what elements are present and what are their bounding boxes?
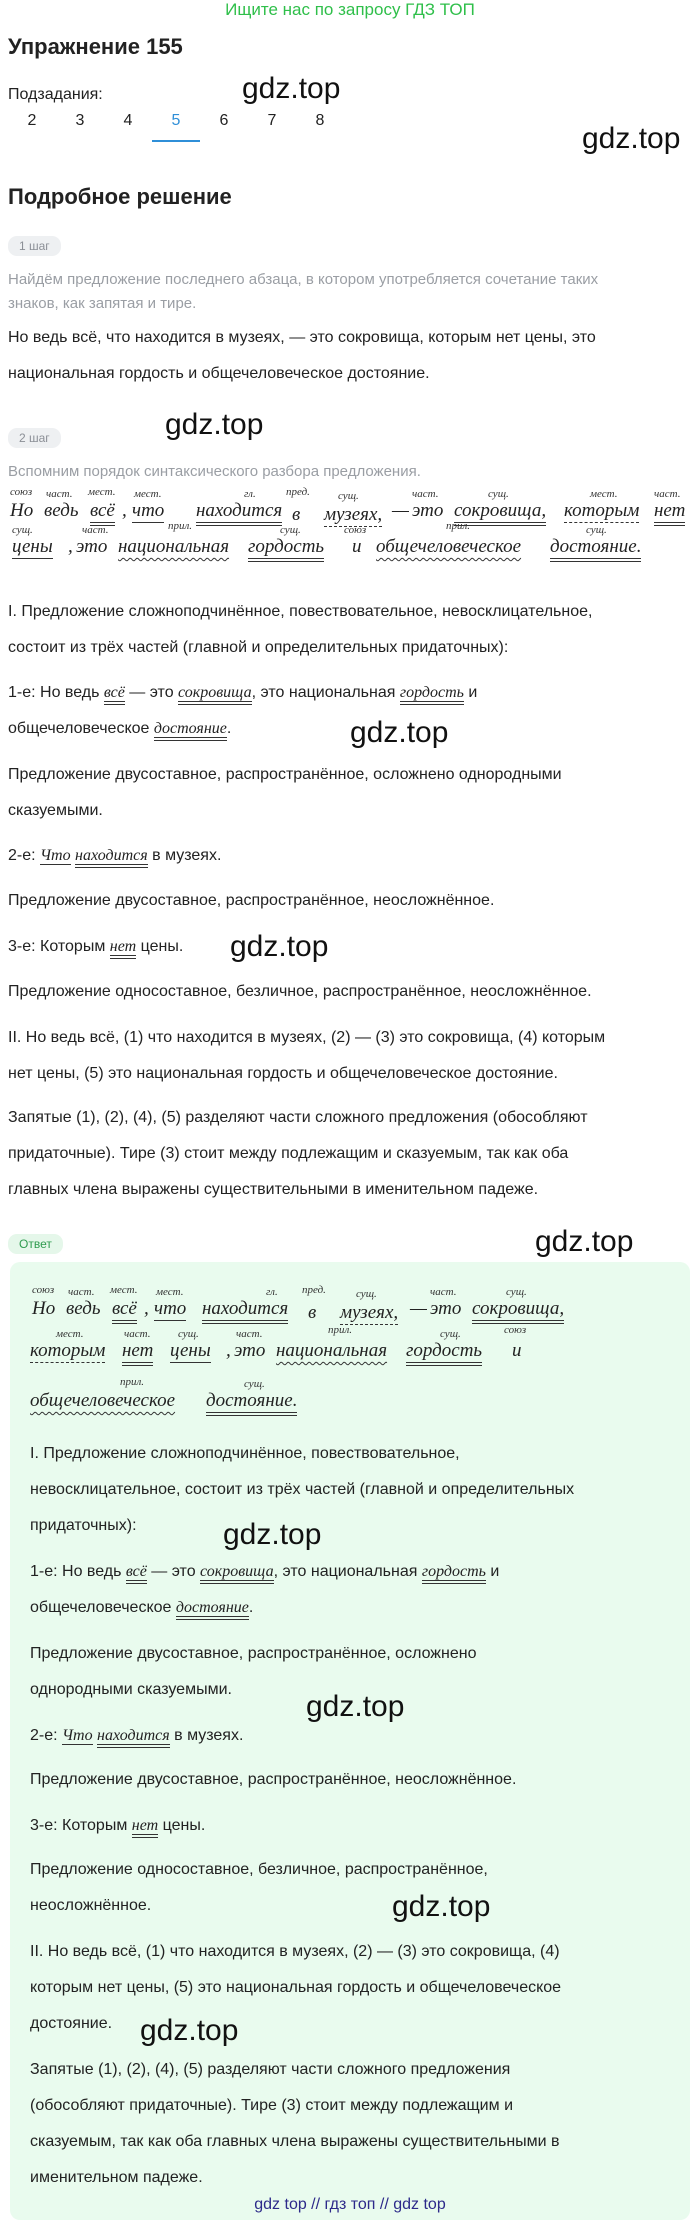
step-2-hint: Вспомним порядок синтаксического разбора предложения. [8,463,421,480]
parse-word-attribute: общечеловеческое [30,1390,176,1411]
pos-label: сущ. [12,524,33,536]
parse-word: Но [10,500,34,521]
underlined-word: нет [110,938,136,959]
text: II. Но ведь всё, (1) что находится в музеях, (2) — (3) это сокровища, (4) которым [8,1029,606,1046]
answer-punctuation-explanation [30,2052,680,2196]
text: которым нет цены, (5) это национальная гордость и общечеловеческое [30,1979,562,1996]
step-2-chip [8,428,61,448]
parse-word: это [430,1298,462,1319]
text: цены. [136,938,184,955]
text: — это [124,684,179,701]
pos-label: сущ. [506,1286,527,1298]
sentence-line: Но ведь всё, что находится в музеях, — это сокровища, которым нет цены, это [8,329,596,346]
underlined-word: сокровища [200,1563,274,1584]
text: — это [146,1563,201,1580]
parse-word: в [292,504,301,525]
pos-label: част. [654,488,681,500]
answer-part-2 [30,1718,243,1754]
text: общечеловеческое [30,1599,176,1616]
pos-label: сущ. [356,1288,377,1300]
answer-part-1 [30,1554,680,1626]
tab-3[interactable]: 3 [75,112,85,129]
parse-word-predicate: всё [112,1298,137,1324]
text: , это национальная [251,684,400,701]
pos-label: мест. [110,1284,138,1296]
parse-word-predicate: достояние. [206,1390,297,1416]
pos-label: мест. [156,1286,184,1298]
pos-label: част. [412,488,439,500]
pos-label: пред. [302,1284,326,1296]
pos-label: сущ. [488,488,509,500]
step-1-hint [8,268,688,316]
parse-word: , [144,1298,149,1319]
parse-word: , [226,1340,231,1361]
part-label: 3-е: Которым [30,1817,132,1834]
parse-word-attribute: общечеловеческое [376,536,522,557]
parse-word-subject: цены [170,1340,211,1361]
underlined-word: всё [126,1563,147,1584]
underlined-word: Что [40,847,71,864]
text: цены. [158,1817,206,1834]
watermark: gdz.top [392,1890,491,1923]
parse-word-adverbial: музеях, [340,1302,399,1323]
text: сказуемыми. [8,802,103,819]
text: достояние. [30,2015,113,2032]
pos-label: част. [124,1328,151,1340]
parse-word: — [410,1298,427,1319]
analysis-line: I. Предложение сложноподчинённое, повествовательное, невосклицательное, [8,603,593,620]
parse-word: , [68,536,73,557]
step-1-chip [8,236,61,256]
answer-sentence-parse [30,1284,670,1411]
pos-label: сущ. [178,1328,199,1340]
text: I. Предложение сложноподчинённое, повествовательное, [30,1445,460,1462]
pos-label: гл. [266,1286,278,1298]
text: Запятые (1), (2), (4), (5) разделяют части сложного предложения (обособляют [8,1109,588,1126]
watermark: gdz.top [223,1518,322,1551]
step-chip: 1 шаг [8,236,61,256]
text: общечеловеческое [8,720,154,737]
watermark: gdz.top [582,122,681,155]
parse-word-adverbial: музеях, [324,504,383,525]
pos-label: сущ. [338,490,359,502]
underlined-word: сокровища [178,684,252,705]
text: главных члена выражены существительными в именительном падеже. [8,1181,539,1198]
watermark: gdz.top [140,2014,239,2047]
pos-label: част. [82,524,109,536]
pos-label: част. [68,1286,95,1298]
pos-label: прил. [328,1324,353,1336]
underlined-word: достояние [176,1599,249,1620]
parse-word: это [76,536,108,557]
answer-part-3-description: Предложение односоставное, безличное, распространённое, неосложнённое. [30,1861,488,1914]
parse-word: это [234,1340,266,1361]
parse-word-subject: что [154,1298,187,1319]
underlined-word: достояние [154,720,227,741]
parse-word-subject: цены [12,536,53,557]
text: в музеях. [169,1727,244,1744]
underlined-word: находится [97,1727,170,1748]
text: именительном падеже. [30,2169,203,2186]
text: однородными сказуемыми. [30,1681,232,1698]
analysis-line: состоит из трёх частей (главной и определительных придаточных): [8,639,509,656]
parse-word: Но [32,1298,56,1319]
parse-word: в [308,1302,317,1323]
pos-label: сущ. [244,1378,265,1390]
pos-label: прил. [446,520,471,532]
pos-label: мест. [88,486,116,498]
text: Предложение двусоставное, распространённое, осложнено [30,1645,477,1662]
parse-word-subject: что [132,500,165,521]
pos-label: част. [236,1328,263,1340]
parse-word-object: которым [564,500,640,521]
parse-word-predicate: сокровища, [454,500,546,526]
text: (обособляют придаточные). Тире (3) стоит между подлежащим и [30,2097,513,2114]
parse-word-predicate: находится [196,500,282,526]
punctuation-list [8,1020,698,1092]
watermark: gdz.top [242,72,341,105]
pos-label: мест. [134,488,162,500]
watermark: gdz.top [230,930,329,963]
parse-word-attribute: национальная [118,536,230,557]
parse-word: — [392,500,409,521]
part-label: 2-е: [30,1727,63,1744]
search-banner[interactable]: Ищите нас по запросу ГДЗ ТОП [225,0,475,19]
sentence-parse [8,486,688,557]
section-title: Подробное решение [8,184,232,209]
text: придаточные). Тире (3) стоит между подлежащим и сказуемым, так как оба [8,1145,569,1162]
part-2 [8,838,221,874]
pos-label: прил. [168,520,193,532]
text: сказуемым, так как оба главных члена выражены существительными в [30,2133,560,2150]
watermark: gdz.top [306,1690,405,1723]
text: и [463,684,478,701]
text: . [226,720,232,737]
hint-line: знаков, как запятая и тире. [8,295,197,312]
parse-word-predicate: всё [90,500,115,526]
answer-punctuation-list [30,1934,680,2042]
footer-links[interactable]: gdz top // гдз топ // gdz top [254,2196,446,2213]
pos-label: союз [504,1324,527,1336]
underlined-word: гордость [422,1563,486,1584]
parse-word: ведь [44,500,79,521]
pos-label: союз [32,1284,55,1296]
parse-word-predicate: гордость [248,536,324,562]
watermark: gdz.top [350,716,449,749]
pos-label: сущ. [280,524,301,536]
text: Запятые (1), (2), (4), (5) разделяют части сложного предложения [30,2061,511,2078]
parse-word-attribute: национальная [276,1340,388,1361]
text: невосклицательное, состоит из трёх частей (главной и определительных [30,1481,575,1498]
tab-6[interactable]: 6 [219,112,229,129]
answer-part-3 [30,1808,205,1844]
text: Предложение двусоставное, распространённое, осложнено однородными [8,766,562,783]
text: , это национальная [273,1563,422,1580]
part-label: 3-е: Которым [8,938,110,955]
answer-intro [30,1436,680,1544]
parse-word-predicate: нет [122,1340,153,1366]
parse-word-object: которым [30,1340,106,1361]
parse-word: и [512,1340,522,1361]
exercise-title: Упражнение 155 [8,34,183,59]
pos-label: союз [10,486,33,498]
tab-7[interactable]: 7 [267,112,277,129]
pos-label: част. [430,1286,457,1298]
sentence-line: национальная гордость и общечеловеческое достояние. [8,365,430,382]
step-chip: 2 шаг [8,428,61,448]
underlined-word: находится [75,847,148,868]
watermark: gdz.top [165,408,264,441]
text: нет цены, (5) это национальная гордость и общечеловеческое достояние. [8,1065,558,1082]
underlined-word: Что [62,1727,93,1744]
text: и [485,1563,500,1580]
underlined-word: всё [104,684,125,705]
tab-2[interactable]: 2 [27,112,37,129]
pos-label: сущ. [586,524,607,536]
subtasks-tabs [8,112,344,142]
text: в музеях. [147,847,222,864]
pos-label: мест. [56,1328,84,1340]
text: II. Но ведь всё, (1) что находится в музеях, (2) — (3) это сокровища, (4) [30,1943,560,1960]
underlined-word: гордость [400,684,464,705]
parse-word: , [122,500,127,521]
pos-label: гл. [244,488,256,500]
analysis-intro [8,594,698,666]
parse-word: и [352,536,362,557]
parse-word-predicate: нет [654,500,685,526]
parse-word-predicate: находится [202,1298,288,1324]
underlined-word: нет [132,1817,158,1838]
tab-4[interactable]: 4 [123,112,133,129]
parse-word: ведь [66,1298,101,1319]
part-label: 1-е: Но ведь [8,684,104,701]
punctuation-explanation [8,1100,698,1208]
parse-word-predicate: достояние. [550,536,641,562]
parse-word-predicate: гордость [406,1340,482,1366]
part-1-description [8,757,698,829]
target-sentence [8,320,698,392]
part-label: 2-е: [8,847,41,864]
part-2-description: Предложение двусоставное, распространённое, неосложнённое. [8,892,495,909]
pos-label: мест. [590,488,618,500]
answer-part-2-description: Предложение двусоставное, распространённое, неосложнённое. [30,1771,517,1788]
text: . [248,1599,254,1616]
watermark: gdz.top [535,1225,634,1258]
text: придаточных): [30,1517,137,1534]
parse-word: это [412,500,444,521]
pos-label: част. [46,488,73,500]
part-3 [8,929,183,965]
subtasks-label: Подзадания: [8,86,103,103]
answer-label: Ответ [8,1234,63,1254]
pos-label: сущ. [440,1328,461,1340]
parse-word-predicate: сокровища, [472,1298,564,1324]
tab-8[interactable]: 8 [315,112,325,129]
pos-label: союз [344,524,367,536]
pos-label: пред. [286,486,310,498]
part-label: 1-е: Но ведь [30,1563,126,1580]
part-3-description: Предложение односоставное, безличное, распространённое, неосложнённое. [8,983,592,1000]
pos-label: прил. [120,1376,145,1388]
tab-5-active[interactable]: 5 [152,112,200,142]
hint-line: Найдём предложение последнего абзаца, в котором употребляется сочетание таких [8,271,599,288]
answer-chip [8,1234,63,1254]
